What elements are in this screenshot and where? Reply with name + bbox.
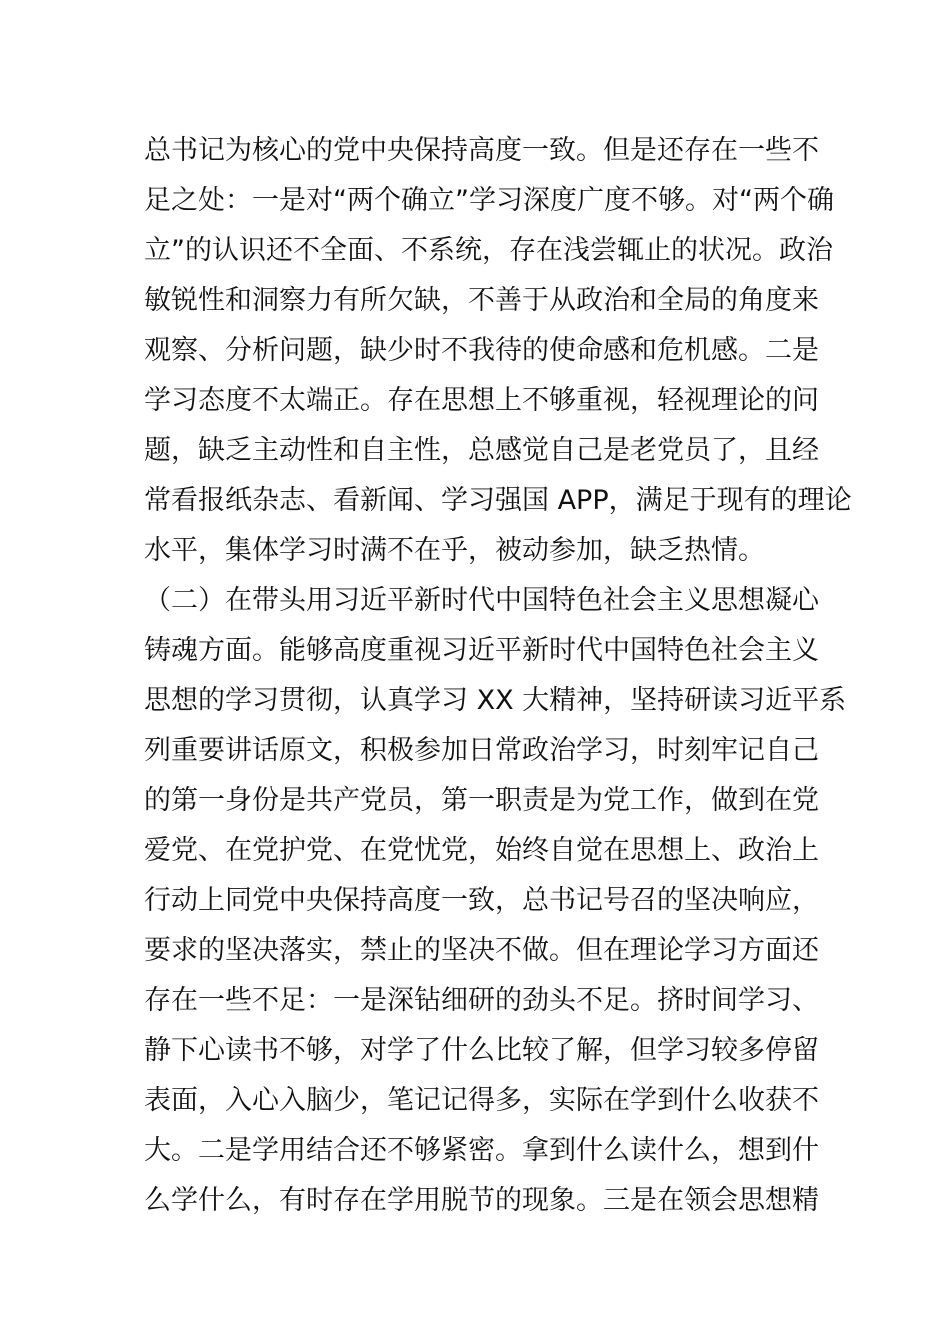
text-line-21: 大。二是学用结合还不够紧密。拿到什么读什么，想到什 bbox=[144, 1135, 819, 1166]
body-text bbox=[144, 126, 852, 1226]
text-line-5: 观察、分析问题，缺少时不我待的使命感和危机感。二是 bbox=[144, 335, 819, 366]
text-line-4: 敏锐性和洞察力有所欠缺，不善于从政治和全局的角度来 bbox=[144, 285, 819, 316]
text-line-3: 立”的认识还不全面、不系统，存在浅尝辄止的状况。政治 bbox=[144, 235, 833, 266]
text-line-7: 题，缺乏主动性和自主性，总感觉自己是老党员了，且经 bbox=[144, 435, 819, 466]
text-line-18: 存在一些不足：一是深钻细研的劲头不足。挤时间学习、 bbox=[144, 985, 819, 1016]
text-line-14: 的第一身份是共产党员，第一职责是为党工作，做到在党 bbox=[144, 785, 819, 816]
text-line-8: 常看报纸杂志、看新闻、学习强国 APP，满足于现有的理论 bbox=[144, 485, 852, 516]
text-line-13: 列重要讲话原文，积极参加日常政治学习，时刻牢记自己 bbox=[144, 735, 819, 766]
text-line-2: 足之处：一是对“两个确立”学习深度广度不够。对“两个确 bbox=[144, 185, 834, 216]
text-line-19: 静下心读书不够，对学了什么比较了解，但学习较多停留 bbox=[144, 1035, 819, 1066]
text-line-17: 要求的坚决落实，禁止的坚决不做。但在理论学习方面还 bbox=[144, 935, 819, 966]
text-line-15: 爱党、在党护党、在党忧党，始终自觉在思想上、政治上 bbox=[144, 835, 819, 866]
text-line-6: 学习态度不太端正。存在思想上不够重视，轻视理论的问 bbox=[144, 385, 819, 416]
text-line-1: 总书记为核心的党中央保持高度一致。但是还存在一些不 bbox=[144, 135, 819, 166]
text-line-9: 水平，集体学习时满不在乎，被动参加，缺乏热情。 bbox=[144, 535, 765, 566]
text-line-16: 行动上同党中央保持高度一致，总书记号召的坚决响应， bbox=[144, 885, 819, 916]
section-heading-line: （二）在带头用习近平新时代中国特色社会主义思想凝心 bbox=[144, 585, 819, 616]
text-line-11: 铸魂方面。能够高度重视习近平新时代中国特色社会主义 bbox=[144, 635, 819, 666]
text-line-22: 么学什么，有时存在学用脱节的现象。三是在领会思想精 bbox=[144, 1185, 819, 1216]
text-line-12: 思想的学习贯彻，认真学习 XX 大精神，坚持研读习近平系 bbox=[144, 685, 847, 716]
text-line-20: 表面，入心入脑少，笔记记得多，实际在学到什么收获不 bbox=[144, 1085, 819, 1116]
